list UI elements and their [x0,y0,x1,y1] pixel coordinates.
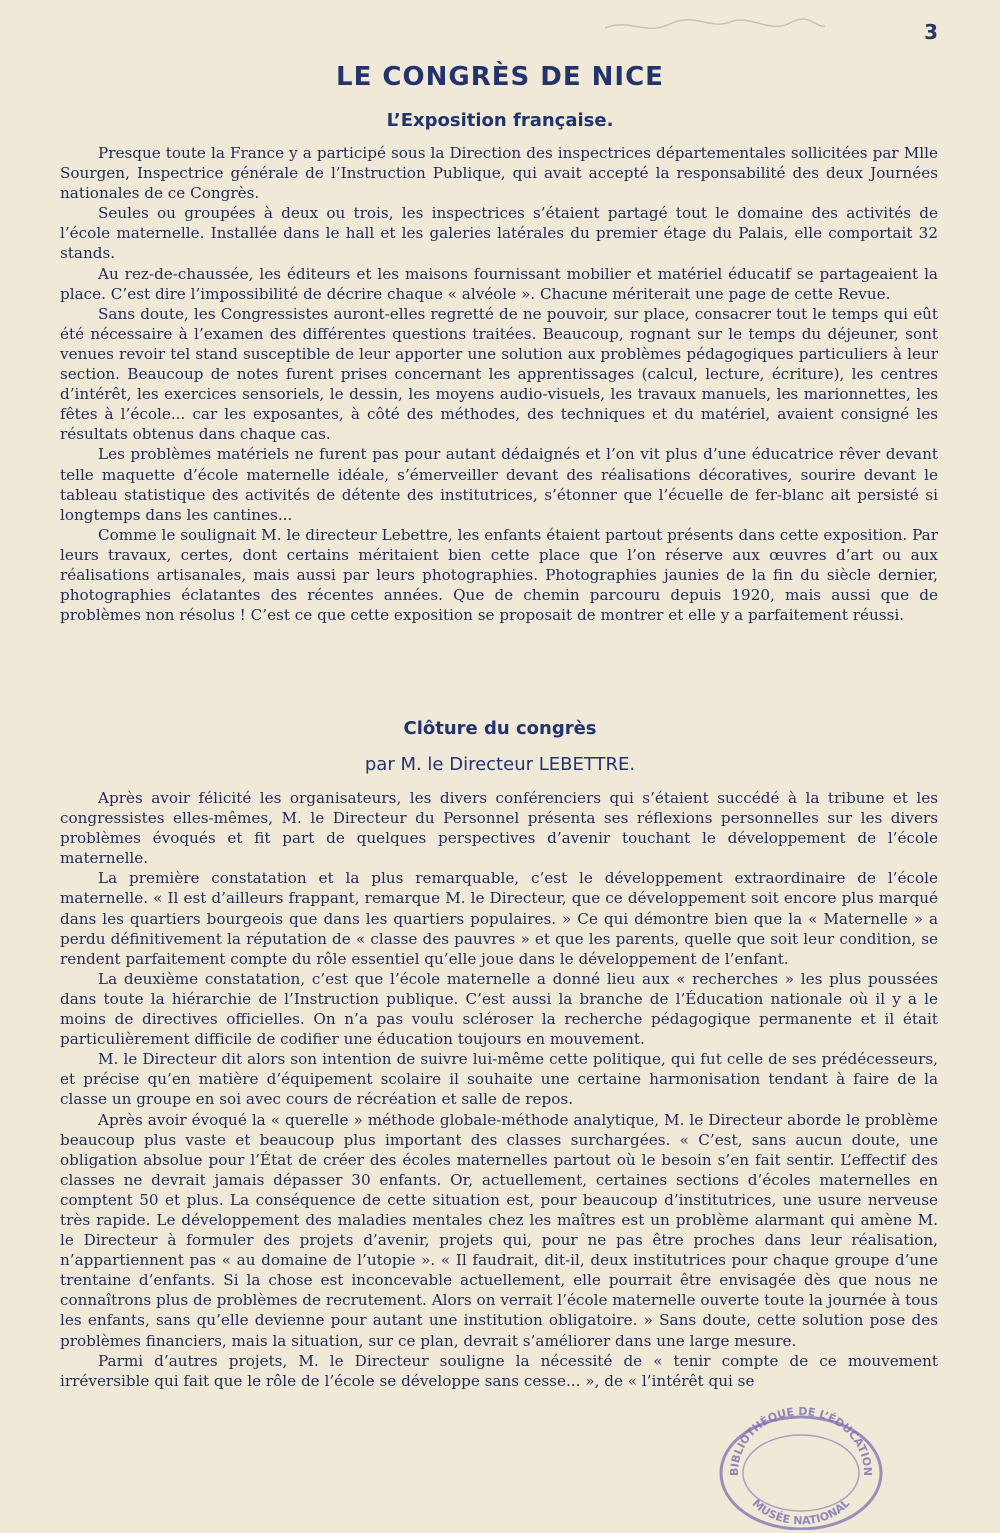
paragraph: Les problèmes matériels ne furent pas pour autant dédaignés et l’on vit plus d’une éducatrice rêver devant telle maquette d’école maternelle idéale, s’émerveiller devant des réalisations décoratives, sourire devant le tableau statistique des activités de détente des institutrices, s’étonner que l’écuelle de fer-blanc ait persisté si longtemps dans les cantines... [60,445,938,524]
paragraph: Au rez-de-chaussée, les éditeurs et les maisons fournissant mobilier et matériel éducatif se partageaient la place. C’est dire l’impossibilité de décrire chaque « alvéole ». Chacune mériterait une page de cette Revue. [60,264,938,303]
library-stamp [712,1395,890,1530]
section-heading-cloture: Clôture du congrès [403,718,597,739]
paragraph: Comme le soulignait M. le directeur Lebettre, les enfants étaient partout présents dans cette exposition. Par leurs travaux, certes, dont certains méritaient bien cette place que l’on réserve aux œuvres d’art ou aux réalisations artisanales, mais aussi par leurs photographies. Photographies jaunies de la fin du siècle dernier, photographies éclatantes des récentes années. Que de chemin parcouru depuis 1920, mais aussi que de problèmes non résolus ! C’est ce que cette exposition se proposait de montrer et elle y a parfaitement réussi. [60,525,938,625]
svg-text:BIBLIOTHÈQUE DE L’ÉDUCATION [728,1405,874,1476]
section-heading-exposition: L’Exposition française. [386,110,614,131]
paragraph: Parmi d’autres projets, M. le Directeur souligne la nécessité de « tenir compte de ce mouvement irréversible qui fait que le rôle de l’école se développe sans cesse... », de « l’intérêt qui se [60,1351,938,1390]
page-title: LE CONGRÈS DE NICE [336,62,664,92]
page-number: 3 [924,20,938,44]
paragraph: M. le Directeur dit alors son intention de suivre lui-même cette politique, qui fut celle de ses prédécesseurs, et précise qu’en matière d’équipement scolaire il souhaite une certaine harmonisation tendant à faire de la classe un groupe en soi avec cours de récréation et salle de repos. [60,1050,938,1109]
paragraph: Après avoir évoqué la « querelle » méthode globale-méthode analytique, M. le Directeur aborde le problème beaucoup plus vaste et beaucoup plus important des classes surchargées. « C’est, sans aucun doute, une obligation absolue pour l’État de créer des écoles maternelles partout où le besoin s’en fait sentir. L’effectif des classes ne devrait jamais dépasser 30 enfants. Or, actuellement, certaines sections d’écoles maternelles en comptent 50 et plus. La conséquence de cette situation est, pour beaucoup d’institutrices, une usure nerveuse très rapide. Le développement des maladies mentales chez les maîtres est un problème alarmant qui amène M. le Directeur à formuler des projets d’avenir, projets qui, pour ne pas être proches dans leur réalisation, n’appartiennent pas « au domaine de l’utopie ». « Il faudrait, dit-il, deux institutrices pour chaque groupe d’une trentaine d’enfants. Si la chose est inconcevable actuellement, elle pourrait être envisagée dès que nous ne connaîtrons plus de problèmes de recrutement. Alors on verrait l’école maternelle ouverte toute la journée à tous les enfants, sans qu’elle devienne pour autant une institution obligatoire. » Sans doute, cette solution pose des problèmes financiers, mais la situation, sur ce plan, devrait s’améliorer dans une large mesure. [60,1110,938,1350]
stamp-bottom-text: MUSÉE NATIONAL [749,1496,853,1528]
paragraph: Après avoir félicité les organisateurs, les divers conférenciers qui s’étaient succédé à la tribune et les congressistes elles-mêmes, M. le Directeur du Personnel présenta ses réflexions personnelles sur les divers problèmes évoqués et fit part de quelques perspectives d’avenir touchant le développement de l’école maternelle. [60,789,938,868]
paragraph: La première constatation et la plus remarquable, c’est le développement extraordinaire de l’école maternelle. « Il est d’ailleurs frappant, remarque M. le Directeur, que ce développement soit encore plus marqué dans les quartiers bourgeois que dans les quartiers populaires. » Ce qui démontre bien que la « Maternelle » a perdu définitivement la réputation de « classe des pauvres » et que les parents, quelle que soit leur condition, se rendent parfaitement compte du rôle essentiel qu’elle joue dans le développement de l’enfant. [60,869,938,968]
paragraph: Presque toute la France y a participé sous la Direction des inspectrices départementales sollicitées par Mlle Sourgen, Inspectrice générale de l’Instruction Publique, qui avait accepté la responsabilité des deux Journées nationales de ce Congrès. [60,144,938,203]
section-cloture [60,788,938,1391]
paragraph: Seules ou groupées à deux ou trois, les inspectrices s’étaient partagé tout le domaine des activités de l’école maternelle. Installée dans le hall et les galeries latérales du premier étage du Palais, elle comportait 32 stands. [60,204,938,263]
section-byline: par M. le Directeur LEBETTRE. [364,754,636,775]
faint-handwritten-note [600,8,830,42]
paragraph: Sans doute, les Congressistes auront-elles regretté de ne pouvoir, sur place, consacrer tout le temps qui eût été nécessaire à l’examen des différentes questions traitées. Beaucoup, rognant sur le temps du déjeuner, sont venues revoir tel stand susceptible de leur apporter une solution aux problèmes pédagogiques particuliers à leur section. Beaucoup de notes furent prises concernant les apprentissages (calcul, lecture, écriture), les centres d’intérêt, les exercices sensoriels, le dessin, les moyens audio-visuels, les travaux manuels, les marionnettes, les fêtes à l’école... car les exposantes, à côté des méthodes, des techniques et du matériel, avaient consigné les résultats obtenus dans chaque cas. [60,304,938,444]
stamp-top-text: BIBLIOTHÈQUE DE L’ÉDUCATION [727,1404,875,1477]
section-exposition [60,143,938,625]
paragraph: La deuxième constatation, c’est que l’école maternelle a donné lieu aux « recherches » les plus poussées dans toute la hiérarchie de l’Instruction publique. C’est aussi la branche de l’Éducation nationale où il y a le moins de directives officielles. On n’a pas voulu scléroser la recherche pédagogique permanente et il était particulièrement difficile de codifier une éducation toujours en mouvement. [60,969,938,1049]
